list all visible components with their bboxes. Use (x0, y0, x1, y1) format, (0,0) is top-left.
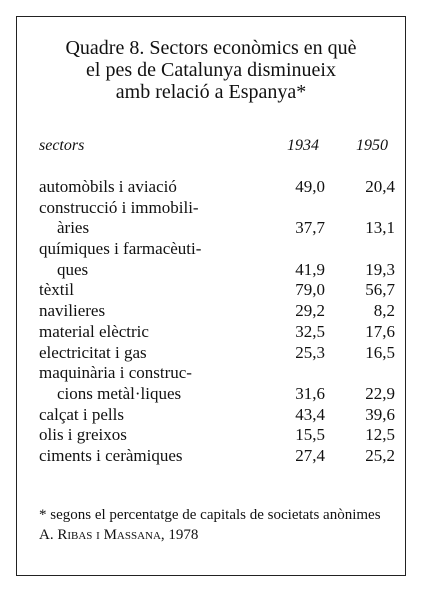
value-1934: 27,4 (295, 445, 325, 465)
table-row (39, 425, 395, 446)
value-1934: 49,0 (295, 177, 325, 196)
value-1950: 20,4 (365, 177, 395, 196)
column-header-sectors: sectors (39, 137, 85, 154)
table-row (39, 405, 395, 426)
sector-label: àries (57, 218, 90, 238)
sector-label: ciments i ceràmiques (39, 445, 183, 465)
table-row (39, 343, 395, 364)
column-header-1934: 1934 (287, 137, 319, 154)
title-line-3: amb relació a Espanya* (115, 81, 307, 103)
footnote-text: * segons el percentatge de capitals de societats anònimes (39, 507, 381, 523)
sector-label: electricitat i gas (39, 342, 147, 362)
table-row (39, 446, 395, 467)
value-1950: 13,1 (365, 218, 395, 238)
value-1934: 31,6 (295, 383, 325, 403)
value-1950: 19,3 (365, 259, 395, 279)
sector-label: tèxtil (39, 280, 74, 300)
table-row (39, 198, 395, 219)
table-row (39, 218, 395, 239)
sector-label: material elèctric (39, 321, 149, 341)
sector-label: ques (57, 259, 89, 279)
value-1934: 15,5 (295, 425, 325, 445)
sector-label: cions metàl·liques (57, 383, 182, 403)
title-line-2: el pes de Catalunya disminueix (86, 59, 336, 81)
source-initial: A. (39, 527, 54, 543)
table-row (39, 301, 395, 322)
table-row (39, 280, 395, 301)
value-1934: 43,4 (295, 404, 325, 424)
value-1934: 29,2 (295, 301, 325, 321)
sector-label: navilieres (39, 301, 106, 321)
value-1934: 37,7 (295, 218, 325, 238)
sector-label: automòbils i aviació (39, 177, 177, 196)
sector-label: químiques i farmacèuti- (39, 239, 202, 259)
sector-label: maquinària i construc- (39, 363, 192, 383)
value-1950: 56,7 (365, 280, 395, 300)
sector-label: olis i greixos (39, 425, 127, 445)
table-row (39, 260, 395, 281)
value-1934: 32,5 (295, 321, 325, 341)
sector-label: calçat i pells (39, 404, 124, 424)
value-1950: 12,5 (365, 425, 395, 445)
value-1950: 16,5 (365, 342, 395, 362)
sector-label: construcció i immobili- (39, 197, 199, 217)
title-line-1: Quadre 8. Sectors econòmics en què (65, 37, 357, 59)
table-row (39, 384, 395, 405)
value-1934: 79,0 (295, 280, 325, 300)
value-1950: 17,6 (365, 321, 395, 341)
table-title (17, 37, 405, 103)
footnote (39, 507, 389, 543)
value-1934: 41,9 (295, 259, 325, 279)
table-row (39, 239, 395, 260)
table-frame (16, 16, 406, 576)
value-1950: 22,9 (365, 383, 395, 403)
value-1950: 25,2 (365, 445, 395, 465)
column-header-1950: 1950 (356, 137, 388, 154)
value-1950: 39,6 (365, 404, 395, 424)
value-1934: 25,3 (295, 342, 325, 362)
source-citation (39, 527, 389, 543)
source-author: Ribas i Massana (57, 527, 161, 543)
source-year: , 1978 (160, 527, 199, 543)
table-row (39, 322, 395, 343)
table-body (39, 177, 395, 467)
value-1950: 8,2 (373, 301, 395, 321)
table-row (39, 363, 395, 384)
table-row (39, 177, 395, 198)
